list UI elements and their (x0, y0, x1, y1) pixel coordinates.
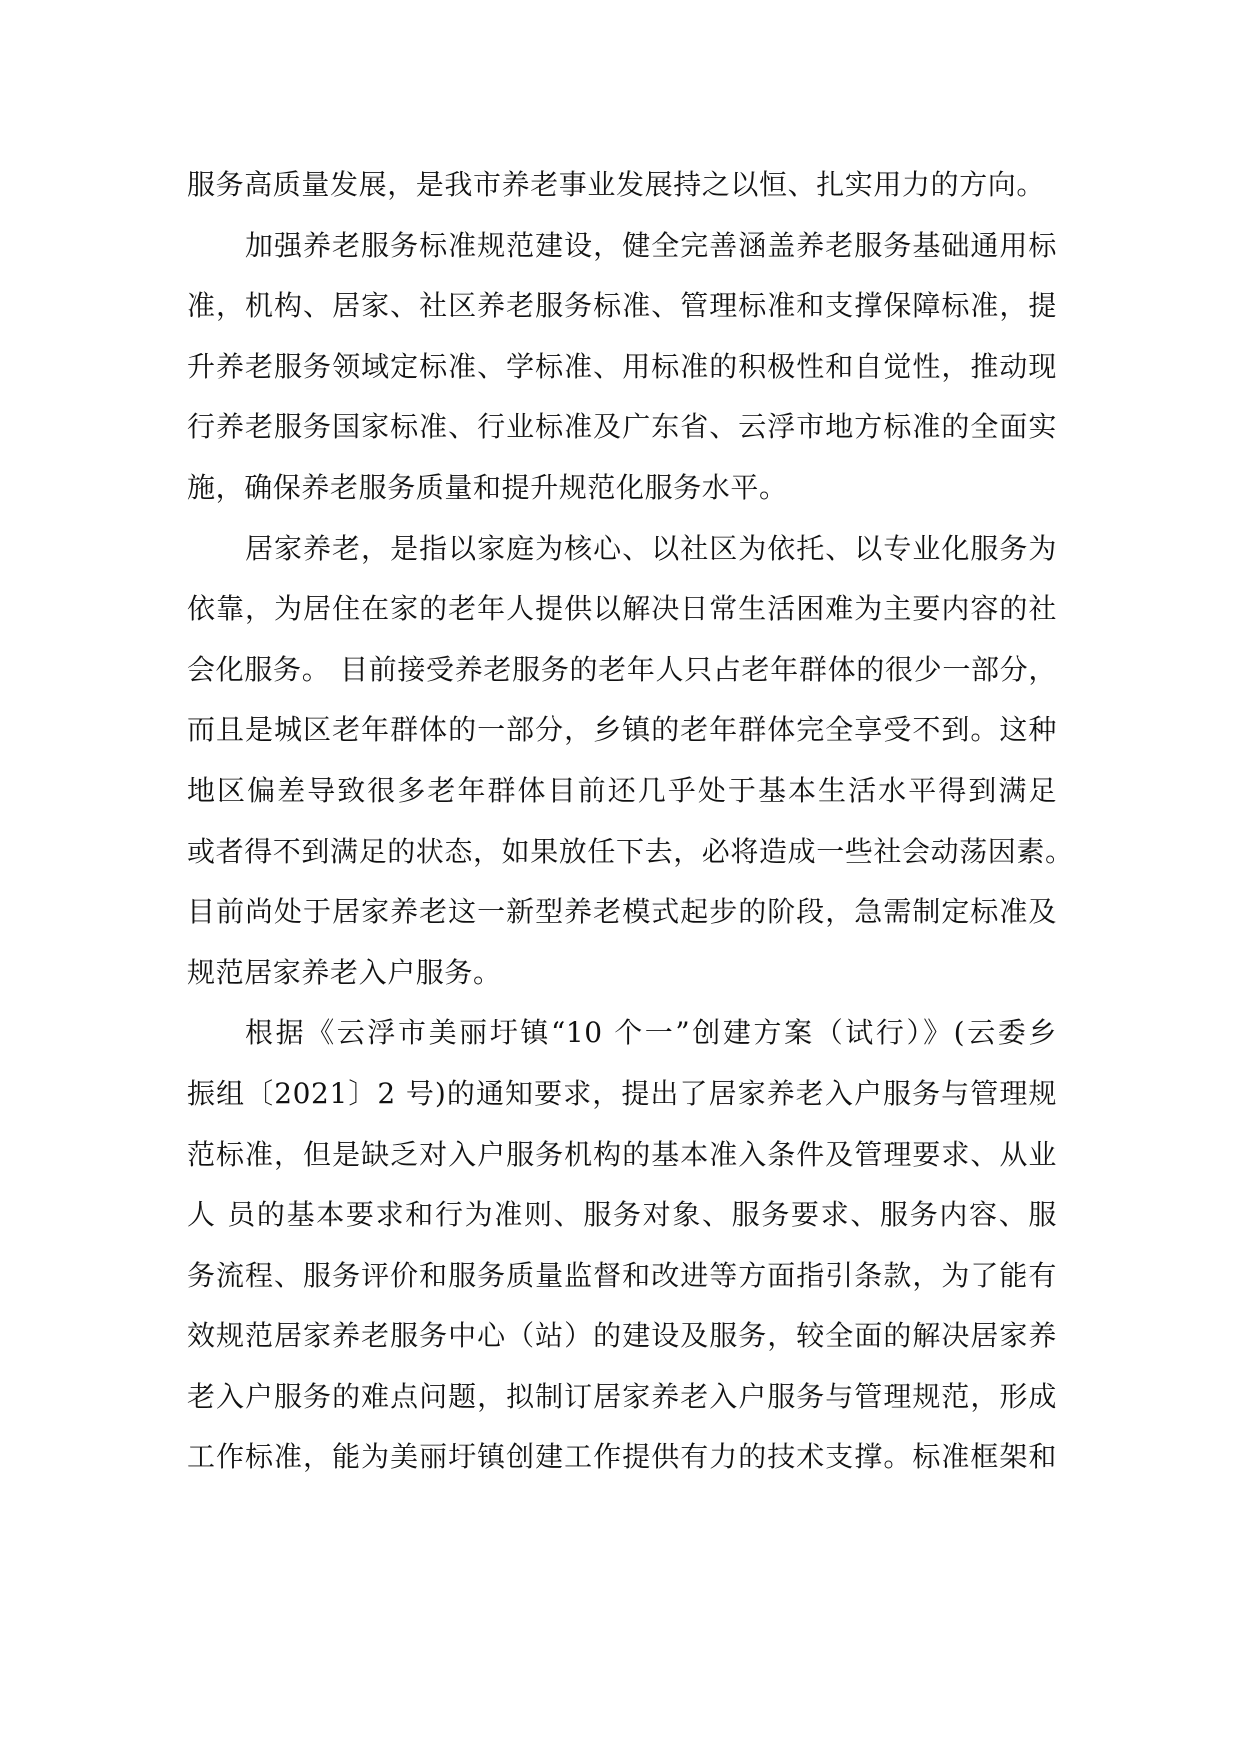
text-line: 目前尚处于居家养老这一新型养老模式起步的阶段，急需制定标准及 (187, 895, 1057, 929)
text-line: 升养老服务领域定标准、学标准、用标准的积极性和自觉性，推动现 (187, 349, 1057, 383)
text-line: 务流程、服务评价和服务质量监督和改进等方面指引条款，为了能有 (187, 1258, 1057, 1292)
text-line: 依靠，为居住在家的老年人提供以解决日常生活困难为主要内容的社 (187, 592, 1057, 626)
text-line: 行养老服务国家标准、行业标准及广东省、云浮市地方标准的全面实 (187, 410, 1057, 444)
text-line: 规范居家养老入户服务。 (187, 955, 502, 989)
text-line: 会化服务。 目前接受养老服务的老年人只占老年群体的很少一部分， (187, 652, 1057, 686)
paragraph-first-line: 居家养老，是指以家庭为核心、以社区为依托、以专业化服务为 (245, 531, 1057, 565)
text-line: 效规范居家养老服务中心（站）的建设及服务，较全面的解决居家养 (187, 1319, 1057, 1353)
text-line: 范标准，但是缺乏对入户服务机构的基本准入条件及管理要求、从业 (187, 1137, 1057, 1171)
text-line: 准，机构、居家、社区养老服务标准、管理标准和支撑保障标准，提 (187, 289, 1057, 323)
text-line: 或者得不到满足的状态，如果放任下去，必将造成一些社会动荡因素。 (187, 834, 1074, 868)
text-line: 老入户服务的难点问题，拟制订居家养老入户服务与管理规范，形成 (187, 1379, 1057, 1413)
text-line: 人 员的基本要求和行为准则、服务对象、服务要求、服务内容、服 (187, 1198, 1057, 1232)
text-line: 地区偏差导致很多老年群体目前还几乎处于基本生活水平得到满足 (187, 773, 1057, 807)
text-line: 而且是城区老年群体的一部分，乡镇的老年群体完全享受不到。这种 (187, 713, 1057, 747)
paragraph-first-line: 加强养老服务标准规范建设，健全完善涵盖养老服务基础通用标 (245, 228, 1057, 262)
paragraph-first-line: 根据《云浮市美丽圩镇“10 个一”创建方案（试行）》(云委乡 (245, 1016, 1057, 1050)
text-line: 振组〔2021〕2 号)的通知要求，提出了居家养老入户服务与管理规 (187, 1076, 1057, 1110)
text-line: 工作标准，能为美丽圩镇创建工作提供有力的技术支撑。标准框架和 (187, 1440, 1057, 1474)
text-line: 服务高质量发展，是我市养老事业发展持之以恒、扎实用力的方向。 (187, 168, 1046, 201)
text-line: 施，确保养老服务质量和提升规范化服务水平。 (187, 470, 788, 504)
body-text (187, 155, 1074, 1488)
